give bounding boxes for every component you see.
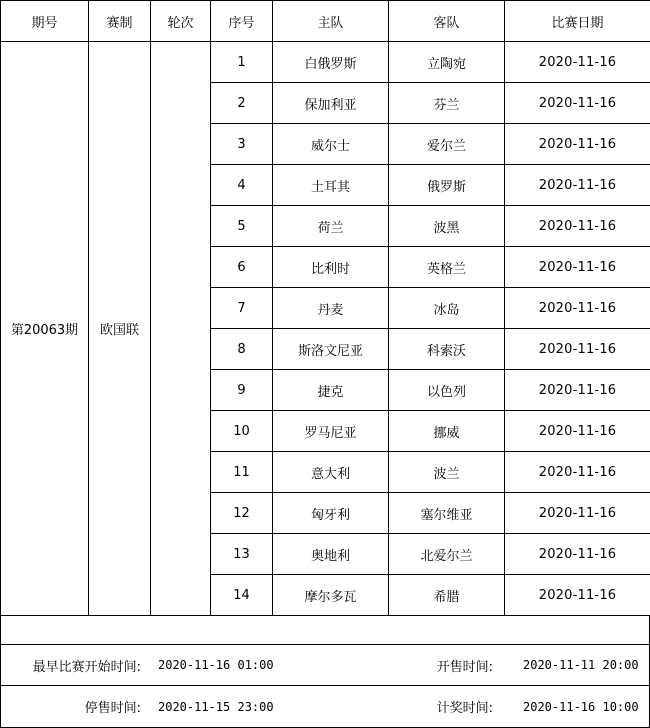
match-date: 2020-11-16	[505, 165, 650, 206]
match-date: 2020-11-16	[505, 370, 650, 411]
info-row-times	[0, 645, 650, 686]
header-index: 序号	[211, 1, 273, 42]
match-date: 2020-11-16	[505, 83, 650, 124]
away-team: 波兰	[389, 452, 505, 493]
sale-close-label: 停售时间:	[84, 701, 141, 716]
home-team: 比利时	[273, 247, 389, 288]
away-team: 挪威	[389, 411, 505, 452]
home-team: 罗马尼亚	[273, 411, 389, 452]
home-team: 匈牙利	[273, 493, 389, 534]
match-number: 8	[211, 329, 273, 370]
home-team: 捷克	[273, 370, 389, 411]
match-date: 2020-11-16	[505, 206, 650, 247]
away-team: 俄罗斯	[389, 165, 505, 206]
match-date: 2020-11-16	[505, 493, 650, 534]
match-number: 13	[211, 534, 273, 575]
match-number: 4	[211, 165, 273, 206]
sale-open-label: 开售时间:	[436, 659, 493, 675]
match-number: 3	[211, 124, 273, 165]
away-team: 科索沃	[389, 329, 505, 370]
away-team: 塞尔维亚	[389, 493, 505, 534]
header-date: 比赛日期	[505, 1, 650, 42]
match-number: 10	[211, 411, 273, 452]
prize-calc-value: 2020-11-16 10:00	[523, 699, 639, 714]
home-team: 摩尔多瓦	[273, 575, 389, 616]
away-team: 英格兰	[389, 247, 505, 288]
sale-close-value: 2020-11-15 23:00	[158, 699, 274, 714]
match-date: 2020-11-16	[505, 288, 650, 329]
earliest-start-label: 最早比赛开始时间:	[32, 659, 141, 675]
match-number: 1	[211, 42, 273, 83]
match-date: 2020-11-16	[505, 411, 650, 452]
away-team: 北爱尔兰	[389, 534, 505, 575]
away-team: 希腊	[389, 575, 505, 616]
match-date: 2020-11-16	[505, 247, 650, 288]
earliest-start-value: 2020-11-16 01:00	[158, 658, 274, 672]
home-team: 白俄罗斯	[273, 42, 389, 83]
home-team: 保加利亚	[273, 83, 389, 124]
header-format: 赛制	[89, 1, 151, 42]
home-team: 意大利	[273, 452, 389, 493]
blank-row	[0, 615, 650, 645]
header-period: 期号	[1, 1, 89, 42]
match-number: 2	[211, 83, 273, 124]
match-number: 7	[211, 288, 273, 329]
info-row-close	[0, 686, 650, 728]
match-number: 6	[211, 247, 273, 288]
round-cell	[151, 42, 211, 616]
away-team: 以色列	[389, 370, 505, 411]
home-team: 丹麦	[273, 288, 389, 329]
match-number: 11	[211, 452, 273, 493]
home-team: 土耳其	[273, 165, 389, 206]
prize-calc-label: 计奖时间:	[436, 701, 493, 716]
home-team: 荷兰	[273, 206, 389, 247]
match-number: 12	[211, 493, 273, 534]
format-cell: 欧国联	[89, 42, 151, 616]
match-date: 2020-11-16	[505, 329, 650, 370]
away-team: 芬兰	[389, 83, 505, 124]
away-team: 冰岛	[389, 288, 505, 329]
table-row	[1, 42, 650, 83]
match-date: 2020-11-16	[505, 124, 650, 165]
match-date: 2020-11-16	[505, 575, 650, 616]
match-number: 9	[211, 370, 273, 411]
match-date: 2020-11-16	[505, 42, 650, 83]
home-team: 威尔士	[273, 124, 389, 165]
match-number: 14	[211, 575, 273, 616]
home-team: 斯洛文尼亚	[273, 329, 389, 370]
match-date: 2020-11-16	[505, 452, 650, 493]
sale-open-value: 2020-11-11 20:00	[523, 658, 639, 672]
match-number: 5	[211, 206, 273, 247]
header-round: 轮次	[151, 1, 211, 42]
header-row	[1, 1, 650, 42]
header-home: 主队	[273, 1, 389, 42]
header-away: 客队	[389, 1, 505, 42]
away-team: 立陶宛	[389, 42, 505, 83]
period-cell: 第20063期	[1, 42, 89, 616]
away-team: 爱尔兰	[389, 124, 505, 165]
match-date: 2020-11-16	[505, 534, 650, 575]
home-team: 奥地利	[273, 534, 389, 575]
away-team: 波黑	[389, 206, 505, 247]
